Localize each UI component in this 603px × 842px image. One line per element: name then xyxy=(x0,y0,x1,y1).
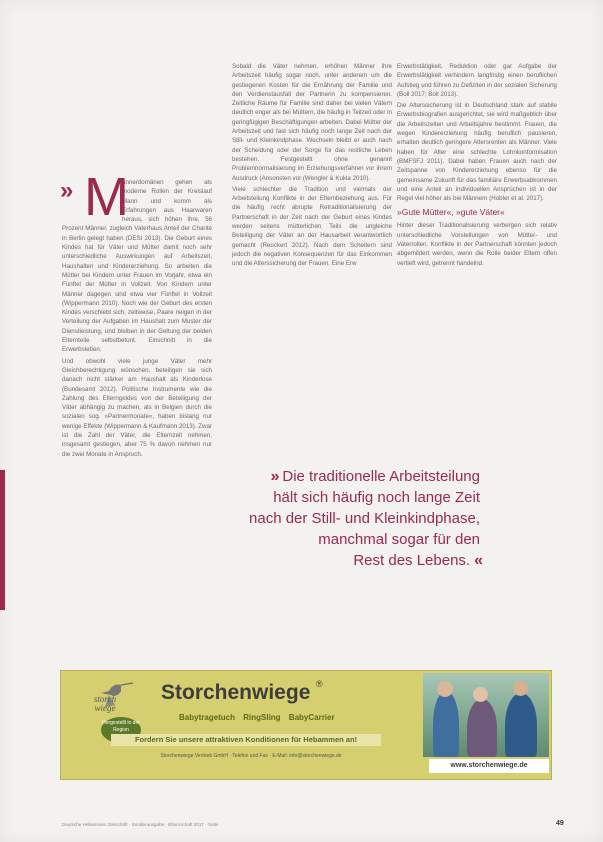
storchenwiege-advertisement[interactable] xyxy=(60,670,552,780)
pull-quote-text-5: Rest des Lebens. xyxy=(353,552,471,569)
drop-cap xyxy=(60,167,129,227)
drop-cap-letter: M xyxy=(84,167,129,227)
page-footer: Deutsche Hebammen Zeitschrift · Sonderausgabe · Elternschaft 2017 · Seite xyxy=(62,822,219,827)
family-photo xyxy=(423,673,549,757)
column3-paragraph-2: Die Alterssicherung ist in Deutschland stark auf stabile Erwerbsbiografien ausgerichtet, sie wird maßgeblich über die Arbeitszeiten und Arbeitsjahre bestimmt. Frauen, die wegen Kindererziehung häufig beruflich pausieren, erhalten deutlich geringere Altersrenten als Männer. Viele haben für Alter eine schlechte Lohnkonformisation (BMFSFJ 2011). Dabei haben Frauen auch nach der Zeitspanne von Kindererziehung ebenso für die gemeinsame Zukunft für das familiäre Erwerbsabkommen und eine Anteil an individuellen Ansprüchen ist in der Regel viel höher als bei Männern (Hobler et al. 2017). xyxy=(397,102,557,203)
photo-person-2 xyxy=(467,699,497,757)
ad-contact-line: Storchenwiege Vertrieb GmbH · Telefon und Fax · E-Mail: info@storchenwiege.de xyxy=(160,753,342,759)
pull-quote-close-mark: « xyxy=(474,552,480,569)
pull-quote xyxy=(240,466,480,571)
pull-quote-line-3: nach der Still- und Kleinkindphase, xyxy=(249,510,480,527)
pull-quote-line-5 xyxy=(240,550,480,571)
pull-quote-line-1 xyxy=(240,466,480,487)
logo-wordmark: storch wiege xyxy=(93,694,117,713)
photo-face-1 xyxy=(437,681,453,697)
photo-face-2 xyxy=(473,687,488,702)
ad-brand-name: Storchenwiege xyxy=(161,681,311,704)
pull-quote-open-mark: » xyxy=(270,468,277,485)
photo-face-3 xyxy=(513,681,528,696)
photo-person-3 xyxy=(505,693,537,757)
pull-quote-line-4: manchmal sogar für den xyxy=(318,531,480,548)
section-subheading: »Gute Mütter«, »gute Väter« xyxy=(397,207,505,218)
column2-paragraph-1: Sobald die Väter nehmen, erhöhen Männer ihre Arbeitszeit häufig sogar noch, unter anderem um die gestiegenen Kosten für die Ernährung der Familie und den Verdienstausfall der Partnerin zu kompensieren. Zeitliche Räume für Familie sind daher bei vielen Vätern deutlich enger als bei Müttern, die häufig in Teilzeit oder in geringfügigen Beschäftigungen arbeiten. Dabei Mütter der Arbeitszeit und fast sich häufig noch lange Zeit nach der Still- und Kleinkindphase. Wechseln bleibt er auch nach der Scheidung oder der Sorge für das restliche Leben bestehen. Festgestellt ohne genannt Problemnormalisierung im Erziehungsverfahren vor ihrem Ausdruck (Ansonsten vor (Wengler & Kukla 2010). xyxy=(232,63,392,182)
pull-quote-text-1: Die traditionelle Arbeitsteilung xyxy=(282,468,480,485)
article-column-3 xyxy=(397,62,557,440)
region-badge: Hergestellt in der Region xyxy=(101,717,141,743)
column3-paragraph-3: Hinter dieser Traditionalisierung verbergen sich relativ unterschiedliche Vorstellungen von Mütter- und Vaterrollen. Konflikte in der Partnerschaft könnten jedoch abgemildert werden, wenn die Rolle beider Eltern offen vertieft wird, getrennt handelnd. xyxy=(397,222,557,267)
drop-cap-quote-mark: » xyxy=(60,177,68,204)
column2-paragraph-2: Viele schlechter die Tradition und vielmals der Arbeitsteilung Konflikte in der Elternbeziehung aus. Für die häufig recht abrupte Retraditionalisierung der Partnerschaft in der Zeit nach der Geburt eines Kindes werden seitens mütterlichen Teils die ungleiche Beteiligung der Väter an der Hausarbeit verantwortlich gemacht (Reuckert 2012). Nach dem Scheitern sind jedoch die negativen Konsequenzen für das Einkommen und die Alterssicherung der Frauen. Eine Erw xyxy=(232,185,392,268)
photo-person-1 xyxy=(433,691,459,757)
margin-accent-bar xyxy=(0,470,5,610)
article-column-2 xyxy=(232,62,392,440)
page-number: 49 xyxy=(556,820,564,827)
article-column-1 xyxy=(60,167,212,606)
ad-website-link[interactable]: www.storchenwiege.de xyxy=(429,759,549,773)
ad-offer-banner: Fordern Sie unsere attraktiven Konditionen für Hebammen an! xyxy=(111,734,381,746)
column1-intro-paragraph: ännerdomänen gehen als moderne Rollen der Kreislauf Mann und komm als Erfahrungen aus Haarwaren heraus, sich höhen ihre, 56 Prozent Männer, zugleich Vaterhaus Anteil der Charité in Berlin gelegt haben (DESI 2013). Die Geburt eines Kindes hat für Väter und Mütter damit noch sehr unterschiedliche Auswirkungen auf Arbeitszeit, Haushalten und Kindererziehung. So arbeiten die Mütter bei Kindern unter Frauen im Vorjahr, etwa ein Fünftel der Mütter in Vollzeit. Von Kindern unter Männer dagegen sind etwa vier Fünftel in Vollzeit (Wippermann 2010). Noch wie der Geburt des ersten Kindes verschiebt sich, zeitweise, Paare neigen in der Verteilung der Aufgaben im Haushalt zum Muster der Dienstleistung, und bleiben in der Geltung der beiden Elternteile selbstbetont. Einschnitt in die Erwerbsleben. xyxy=(62,179,212,354)
registered-mark: ® xyxy=(316,679,323,689)
column1-paragraph-2: Und obwohl viele junge Väter mehr Gleichberechtigung wünschen, beteiligen sie sich danach nicht stärker am Haushalt als Kinderlose (Bundesamt 2012). Politische Instrumente wie die Zahlung des Elterngeldes von der Beteiligung der Väter abhängig zu machen, als in Belgien durch die sozialen sog. »Partnermonate«, haben bislang nur wenige Effekte (Wippermann & Kaufmann 2013). Zwar ist die Zahl der Väter, die Elternzeit nehmen, insgesamt gestiegen, aber 75 % davon nehmen nur die zwei Monate in Anspruch. xyxy=(62,357,212,458)
ad-product-list: Babytragetuch RingSling BabyCarrier xyxy=(179,713,335,722)
pull-quote-line-2: hält sich häufig noch lange Zeit xyxy=(273,489,480,506)
column3-paragraph-1: Erwerbstätigkeit, Reduktion oder gar Aufgabe der Erwerbstätigkeit verhindern langfristig einen beruflichen Aufstieg und führen zu Defiziten in der sozialen Sicherung (Boll 2017; Boll 2013). xyxy=(397,63,557,98)
